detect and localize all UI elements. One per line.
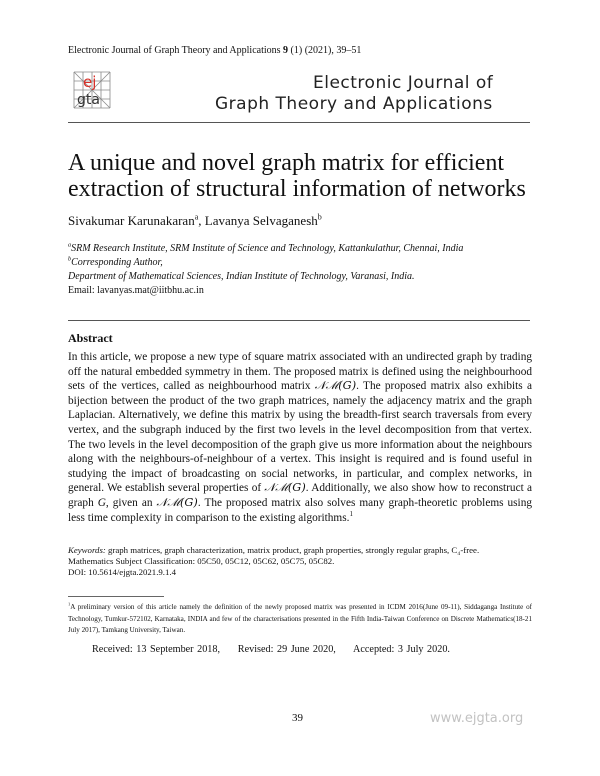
journal-title-line1: Electronic Journal of bbox=[313, 73, 494, 93]
keywords-text: graph matrices, graph characterization, matrix product, graph properties, strongly regular graphs, C₄-free. bbox=[105, 545, 480, 555]
nm-symbol: 𝒩ℳ(G) bbox=[264, 481, 306, 495]
g-symbol: G bbox=[97, 496, 106, 509]
affiliation-dept: Department of Mathematical Sciences, Indian Institute of Technology, Varanasi, India. bbox=[68, 271, 415, 282]
citation-volume: 9 bbox=[283, 45, 289, 56]
author-list bbox=[68, 213, 322, 229]
nm-symbol: 𝒩ℳ(G) bbox=[156, 495, 198, 509]
keywords-block bbox=[68, 545, 538, 577]
logo-text-gta: gta bbox=[77, 92, 100, 108]
journal-title bbox=[215, 73, 493, 115]
footnote-mark: 1 bbox=[68, 601, 71, 607]
footnote-marker[interactable]: 1 bbox=[349, 509, 353, 518]
journal-citation bbox=[68, 45, 361, 56]
header-rule bbox=[68, 122, 530, 123]
abstract-part2: . The proposed matrix also exhibits a bijection between the product of the two graph matrices, namely the adjacency matrix and the graph Laplacian. Alternatively, we define this matrix by using the breadth-first search traversals from every vertex, and the subgraph induced by the first two levels in the level decomposition from that vertex. The two levels in the level decomposition of the graph give us more information about the neighbours along with the neighbours-of-neighbour of a vertex. This insight is required and is found useful in studying the impact of broadcasting on social networks, in particular, and complex networks, in general. We establish several properties of bbox=[68, 380, 533, 495]
received-date: Received: 13 September 2018, bbox=[92, 644, 221, 655]
abstract-rule bbox=[68, 320, 530, 321]
abstract-body bbox=[68, 350, 532, 525]
doi-line[interactable]: DOI: 10.5614/ejgta.2021.9.1.4 bbox=[68, 566, 176, 577]
keywords-line bbox=[68, 545, 538, 556]
abstract-part3: . Additionally, we also show how to reconstruct a graph bbox=[68, 482, 533, 509]
page-number: 39 bbox=[292, 712, 303, 724]
affiliation-a bbox=[68, 242, 463, 256]
nm-symbol: 𝒩ℳ(G) bbox=[314, 379, 357, 393]
affiliation-b bbox=[68, 256, 463, 270]
paper-title: A unique and novel graph matrix for efficient extraction of structural information of networks bbox=[68, 150, 526, 202]
journal-title-line2: Graph Theory and Applications bbox=[215, 94, 493, 114]
affil-b-sup: b bbox=[68, 255, 72, 263]
abstract-heading: Abstract bbox=[68, 331, 113, 345]
affil-a-text: SRM Research Institute, SRM Institute of Science and Technology, Kattankulathur, Chennai, India bbox=[71, 243, 464, 254]
citation-suffix: (1) (2021), 39–51 bbox=[288, 45, 362, 56]
abstract-part5: . The proposed matrix also solves many graph-theoretic problems using less time complexity in comparison to the existing algorithms. bbox=[68, 496, 532, 524]
citation-prefix: Electronic Journal of Graph Theory and Applications bbox=[68, 45, 284, 56]
logo-text-ej: ej bbox=[83, 73, 97, 91]
abstract-part1: In this article, we propose a new type of square matrix associated with an undirected graph by trading off the natural embedded symmetry in them. The proposed matrix is defined using the neighbourhood sets of the vertices, called as neighbourhood matrix bbox=[68, 351, 532, 393]
author-1: Sivakumar Karunakaran bbox=[68, 213, 195, 228]
author-1-sup: a bbox=[194, 212, 199, 222]
affil-a-sup: a bbox=[68, 241, 72, 249]
keywords-label: Keywords: bbox=[68, 545, 106, 555]
footnote-text: A preliminary version of this article namely the definition of the newly proposed matrix was presented in ICDM 2016(June 09-11), Siddaganga Institute of Technology, Tumkur-572102, Karnataka, INDIA and few of the characterisations presented in the Fifth India-Taiwan Conference on Discrete Mathematics(18-21 July 2017), Tamkang University, Taiwan. bbox=[68, 603, 532, 635]
footnote bbox=[68, 602, 532, 637]
footnote-rule bbox=[68, 596, 164, 597]
revised-date: Revised: 29 June 2020, bbox=[237, 644, 336, 655]
email-line[interactable]: Email: lavanyas.mat@iitbhu.ac.in bbox=[68, 285, 204, 296]
affil-b-text: Corresponding Author, bbox=[71, 257, 163, 268]
author-2-sup: b bbox=[317, 212, 322, 222]
affiliations bbox=[68, 242, 463, 298]
ejgta-logo bbox=[72, 68, 112, 110]
journal-url[interactable]: www.ejgta.org bbox=[430, 711, 524, 726]
dates-line bbox=[92, 644, 450, 655]
abstract-part4: , given an bbox=[105, 496, 157, 509]
author-2: , Lavanya Selvaganesh bbox=[198, 213, 318, 228]
accepted-date: Accepted: 3 July 2020. bbox=[353, 644, 450, 655]
msc-line: Mathematics Subject Classification: 05C50, 05C12, 05C62, 05C75, 05C82. bbox=[68, 555, 335, 566]
